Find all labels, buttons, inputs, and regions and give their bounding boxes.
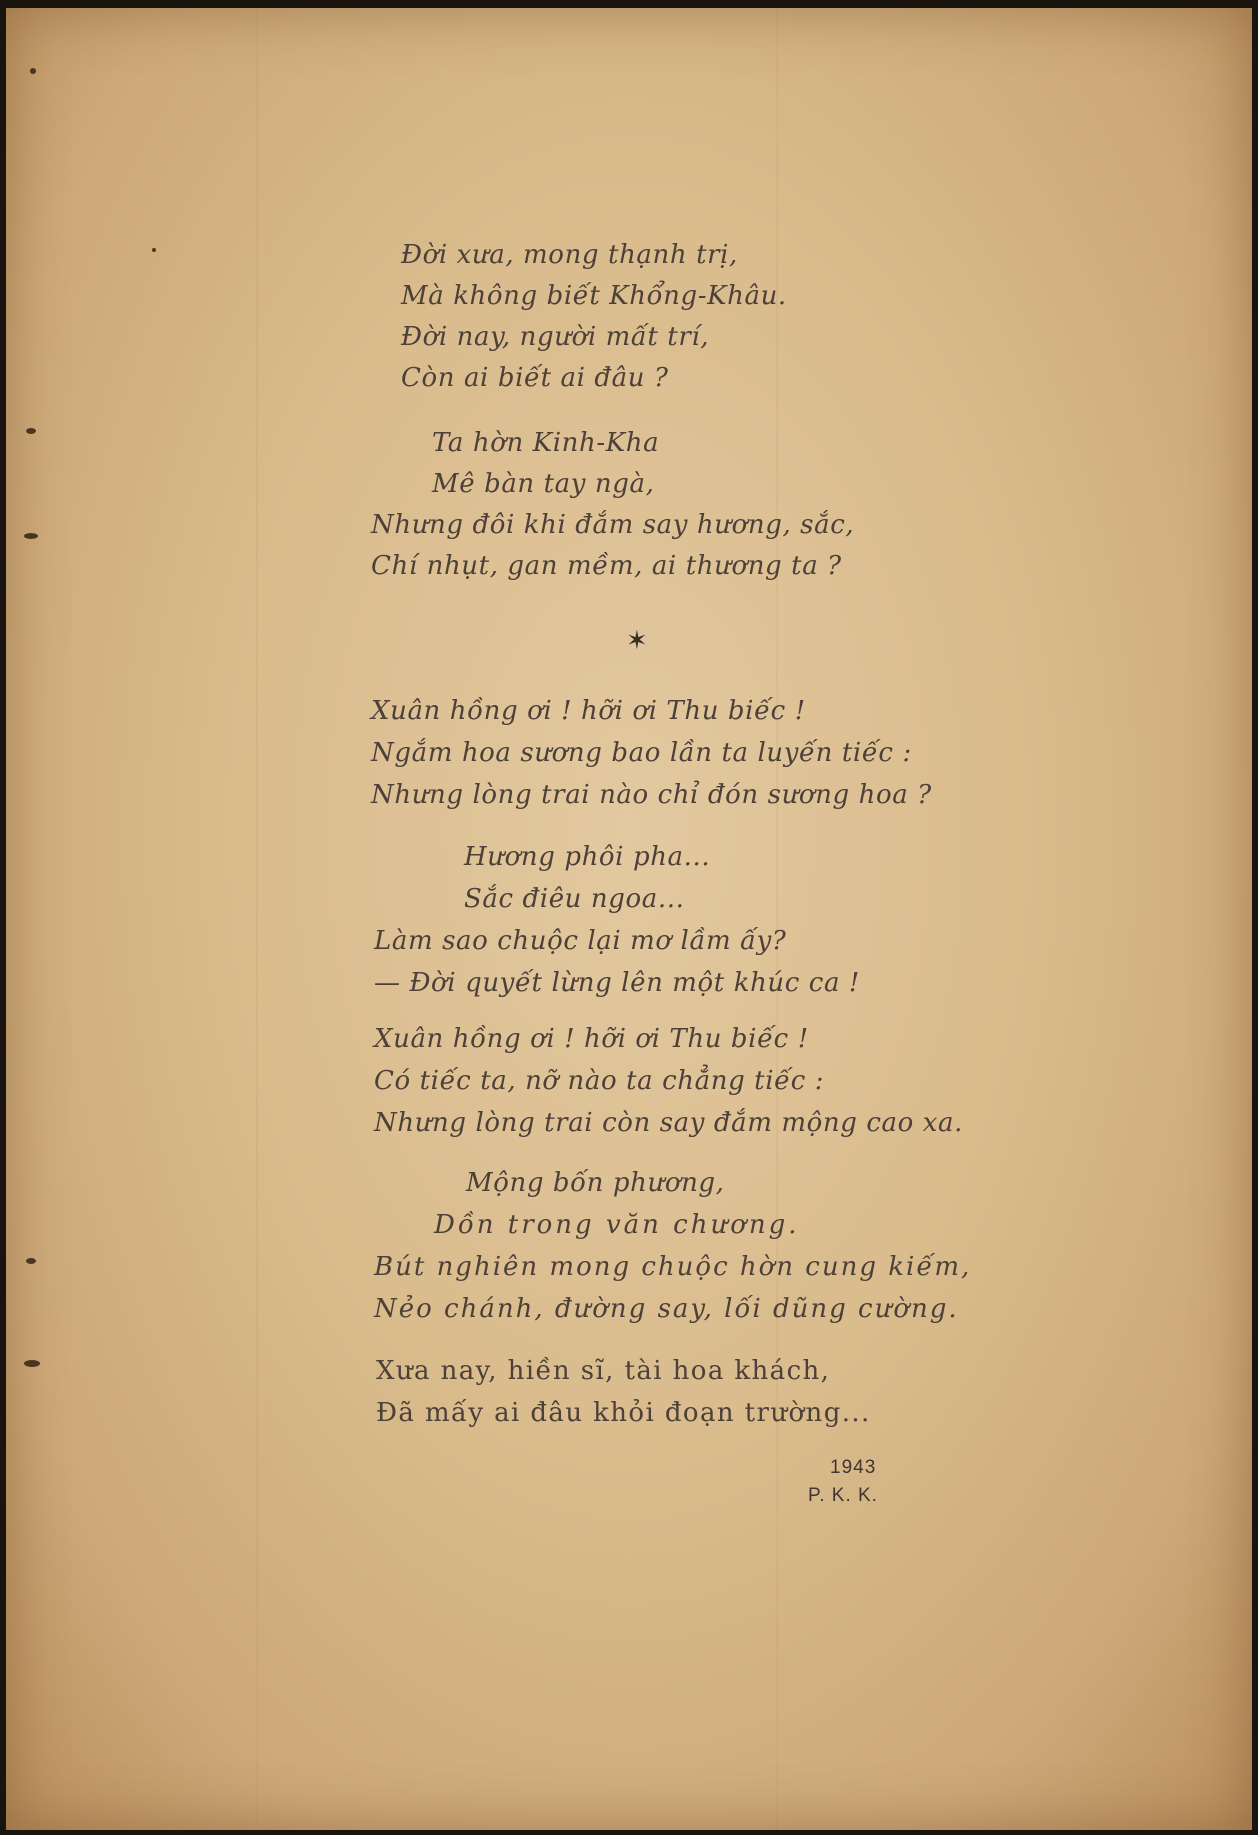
ink-speck xyxy=(30,68,36,74)
signature-author: P. K. K. xyxy=(808,1485,878,1506)
poem-line: Nhưng lòng trai còn say đắm mộng cao xa. xyxy=(374,1108,963,1138)
poem-line: Nhưng lòng trai nào chỉ đón sương hoa ? xyxy=(371,780,932,810)
poem-line: Xuân hồng ơi ! hỡi ơi Thu biếc ! xyxy=(371,696,806,726)
poem-line: Còn ai biết ai đâu ? xyxy=(401,363,669,393)
poem-line: Mê bàn tay ngà, xyxy=(432,469,655,499)
poem-line: Dồn trong văn chương. xyxy=(434,1210,800,1240)
poem-line: Nẻo chánh, đường say, lối dũng cường. xyxy=(374,1294,959,1324)
poem-line: Làm sao chuộc lại mơ lầm ấy? xyxy=(374,926,787,956)
poem-line: Đã mấy ai đâu khỏi đoạn trường... xyxy=(376,1398,871,1428)
poem-line: Xưa nay, hiền sĩ, tài hoa khách, xyxy=(376,1356,831,1386)
poem-line: Sắc điêu ngoa... xyxy=(464,884,685,914)
signature-year: 1943 xyxy=(830,1457,877,1478)
poem-line: Nhưng đôi khi đắm say hương, sắc, xyxy=(371,510,855,540)
poem-line: Bút nghiên mong chuộc hờn cung kiếm, xyxy=(374,1252,972,1282)
poem-line: Có tiếc ta, nỡ nào ta chẳng tiếc : xyxy=(374,1066,825,1096)
binding-mark xyxy=(24,533,38,539)
binding-mark xyxy=(26,1258,36,1264)
binding-mark xyxy=(24,1360,40,1367)
poem-line: Mà không biết Khổng-Khâu. xyxy=(401,281,787,311)
binding-mark xyxy=(26,428,36,434)
poem-line: Ta hờn Kinh-Kha xyxy=(432,428,660,458)
poem-line: Chí nhụt, gan mềm, ai thương ta ? xyxy=(371,551,842,581)
poem-line: Hương phôi pha... xyxy=(464,842,711,872)
section-separator-ornament: ✶ xyxy=(626,626,648,656)
ink-speck xyxy=(152,248,156,252)
poem-line: — Đời quyết lừng lên một khúc ca ! xyxy=(374,968,860,998)
aged-paper-page xyxy=(6,8,1252,1830)
poem-line: Ngắm hoa sương bao lần ta luyến tiếc : xyxy=(371,738,912,768)
poem-line: Đời nay, người mất trí, xyxy=(401,322,710,352)
poem-line: Đời xưa, mong thạnh trị, xyxy=(401,240,738,270)
poem-line: Xuân hồng ơi ! hỡi ơi Thu biếc ! xyxy=(374,1024,809,1054)
poem-line: Mộng bốn phương, xyxy=(466,1168,725,1198)
